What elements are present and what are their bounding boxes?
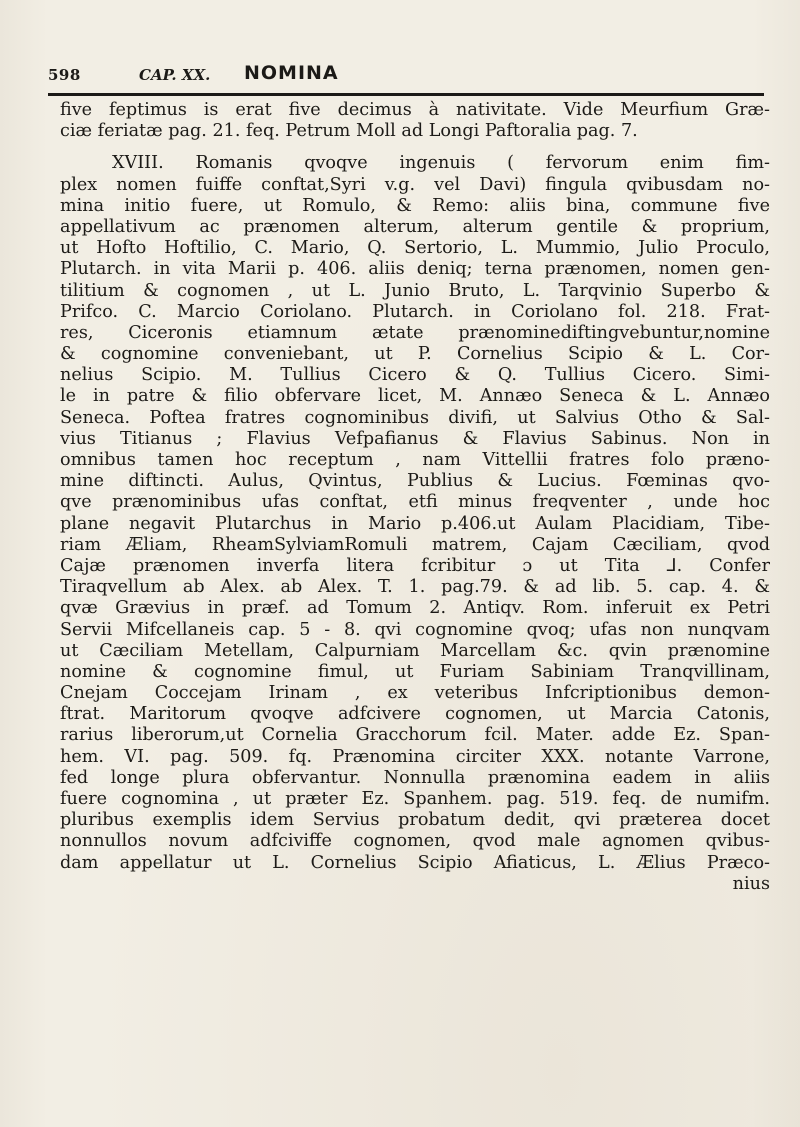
text-line: le in patre & filio obfervare licet, M. Annæo Seneca & L. Annæo bbox=[60, 386, 770, 407]
text-line: dam appellatur ut L. Cornelius Scipio Afiaticus, L. Ælius Præco- bbox=[60, 852, 770, 873]
text-line: fuere cognomina , ut præter Ez. Spanhem. pag. 519. feq. de numifm. bbox=[60, 789, 770, 809]
text-line: mina initio fuere, ut Romulo, & Remo: aliis bina, commune five bbox=[60, 195, 770, 216]
text-line: Plutarch. in vita Marii p. 406. aliis deniq; terna prænomen, nomen gen- bbox=[60, 259, 770, 280]
text-line: Servii Mifcellaneis cap. 5 - 8. qvi cognomine qvoq; ufas non nunqvam bbox=[60, 619, 770, 640]
text-line: ut Cæciliam Metellam, Calpurniam Marcellam &c. qvin prænomine bbox=[60, 640, 770, 661]
text-line: hem. VI. pag. 509. fq. Prænomina circiter XXX. notante Varrone, bbox=[60, 746, 770, 767]
text-line: vius Titianus ; Flavius Vefpafianus & Flavius Sabinus. Non in bbox=[60, 428, 770, 449]
page-number: 598 bbox=[48, 66, 81, 84]
text-line: omnibus tamen hoc receptum , nam Vittellii fratres folo præno- bbox=[60, 450, 770, 470]
text-line: Tiraqvellum ab Alex. ab Alex. T. 1. pag.79. & ad lib. 5. cap. 4. & bbox=[60, 577, 770, 598]
text-line: Prifco. C. Marcio Coriolano. Plutarch. in Coriolano fol. 218. Frat- bbox=[60, 301, 770, 322]
text-line: tilitium & cognomen , ut L. Junio Bruto, L. Tarqvinio Superbo & bbox=[60, 280, 770, 301]
text-line: rarius liberorum,ut Cornelia Gracchorum fcil. Mater. adde Ez. Span- bbox=[60, 725, 770, 746]
section-first-line: XVIII. Romanis qvoqve ingenuis ( fervorum enim fim- bbox=[112, 153, 770, 174]
text-line: fed longe plura obfervantur. Nonnulla prænomina eadem in aliis bbox=[60, 767, 770, 788]
text-line: riam Æliam, RheamSylviamRomuli matrem, Cajam Cæciliam, qvod bbox=[60, 534, 770, 555]
text-line: plex nomen fuiffe conftat,Syri v.g. vel Davi) fingula qvibusdam no- bbox=[60, 174, 770, 195]
text-line: Cnejam Coccejam Irinam , ex veteribus Infcriptionibus demon- bbox=[60, 683, 770, 704]
header-rule bbox=[48, 93, 764, 96]
text-line: mine diftincti. Aulus, Qvintus, Publius & Lucius. Fœminas qvo- bbox=[60, 471, 770, 492]
text-line: nonnullos novum adfciviffe cognomen, qvod male agnomen qvibus- bbox=[60, 831, 770, 852]
text-line: & cognomine conveniebant, ut P. Cornelius Scipio & L. Cor- bbox=[60, 344, 770, 365]
text-line: res, Ciceronis etiamnum ætate prænominediftingvebuntur,nomine bbox=[60, 322, 770, 343]
text-line: Seneca. Poftea fratres cognominibus divifi, ut Salvius Otho & Sal- bbox=[60, 407, 770, 428]
body-text bbox=[60, 100, 770, 895]
text-line: five feptimus is erat five decimus à nativitate. Vide Meurfium Græ- bbox=[60, 100, 770, 120]
chapter-label: CAP. XX. bbox=[139, 66, 211, 84]
running-head bbox=[48, 62, 768, 92]
text-line: nelius Scipio. M. Tullius Cicero & Q. Tullius Cicero. Simi- bbox=[60, 365, 770, 386]
text-line: pluribus exemplis idem Servius probatum dedit, qvi præterea docet bbox=[60, 810, 770, 831]
text-line: ftrat. Maritorum qvoqve adfcivere cognomen, ut Marcia Catonis, bbox=[60, 704, 770, 725]
text-line: plane negavit Plutarchus in Mario p.406.ut Aulam Placidiam, Tibe- bbox=[60, 513, 770, 534]
text-line: ut Hofto Hoftilio, C. Mario, Q. Sertorio, L. Mummio, Julio Proculo, bbox=[60, 238, 770, 259]
running-title: NOMINA bbox=[244, 62, 339, 84]
text-line: ciæ feriatæ pag. 21. feq. Petrum Moll ad Longi Paftoralia pag. 7. bbox=[60, 121, 638, 142]
text-line: qve prænominibus ufas conftat, etfi minus freqventer , unde hoc bbox=[60, 492, 770, 513]
text-line: Cajæ prænomen inverfa litera fcribitur ɔ ut Tita ⅃. Confer bbox=[60, 555, 770, 576]
text-line: nomine & cognomine fimul, ut Furiam Sabiniam Tranqvillinam, bbox=[60, 661, 770, 682]
text-line: appellativum ac prænomen alterum, alterum gentile & proprium, bbox=[60, 216, 770, 237]
catchword: nius bbox=[732, 873, 770, 894]
text-line: qvæ Grævius in præf. ad Tomum 2. Antiqv. Rom. inferuit ex Petri bbox=[60, 598, 770, 619]
